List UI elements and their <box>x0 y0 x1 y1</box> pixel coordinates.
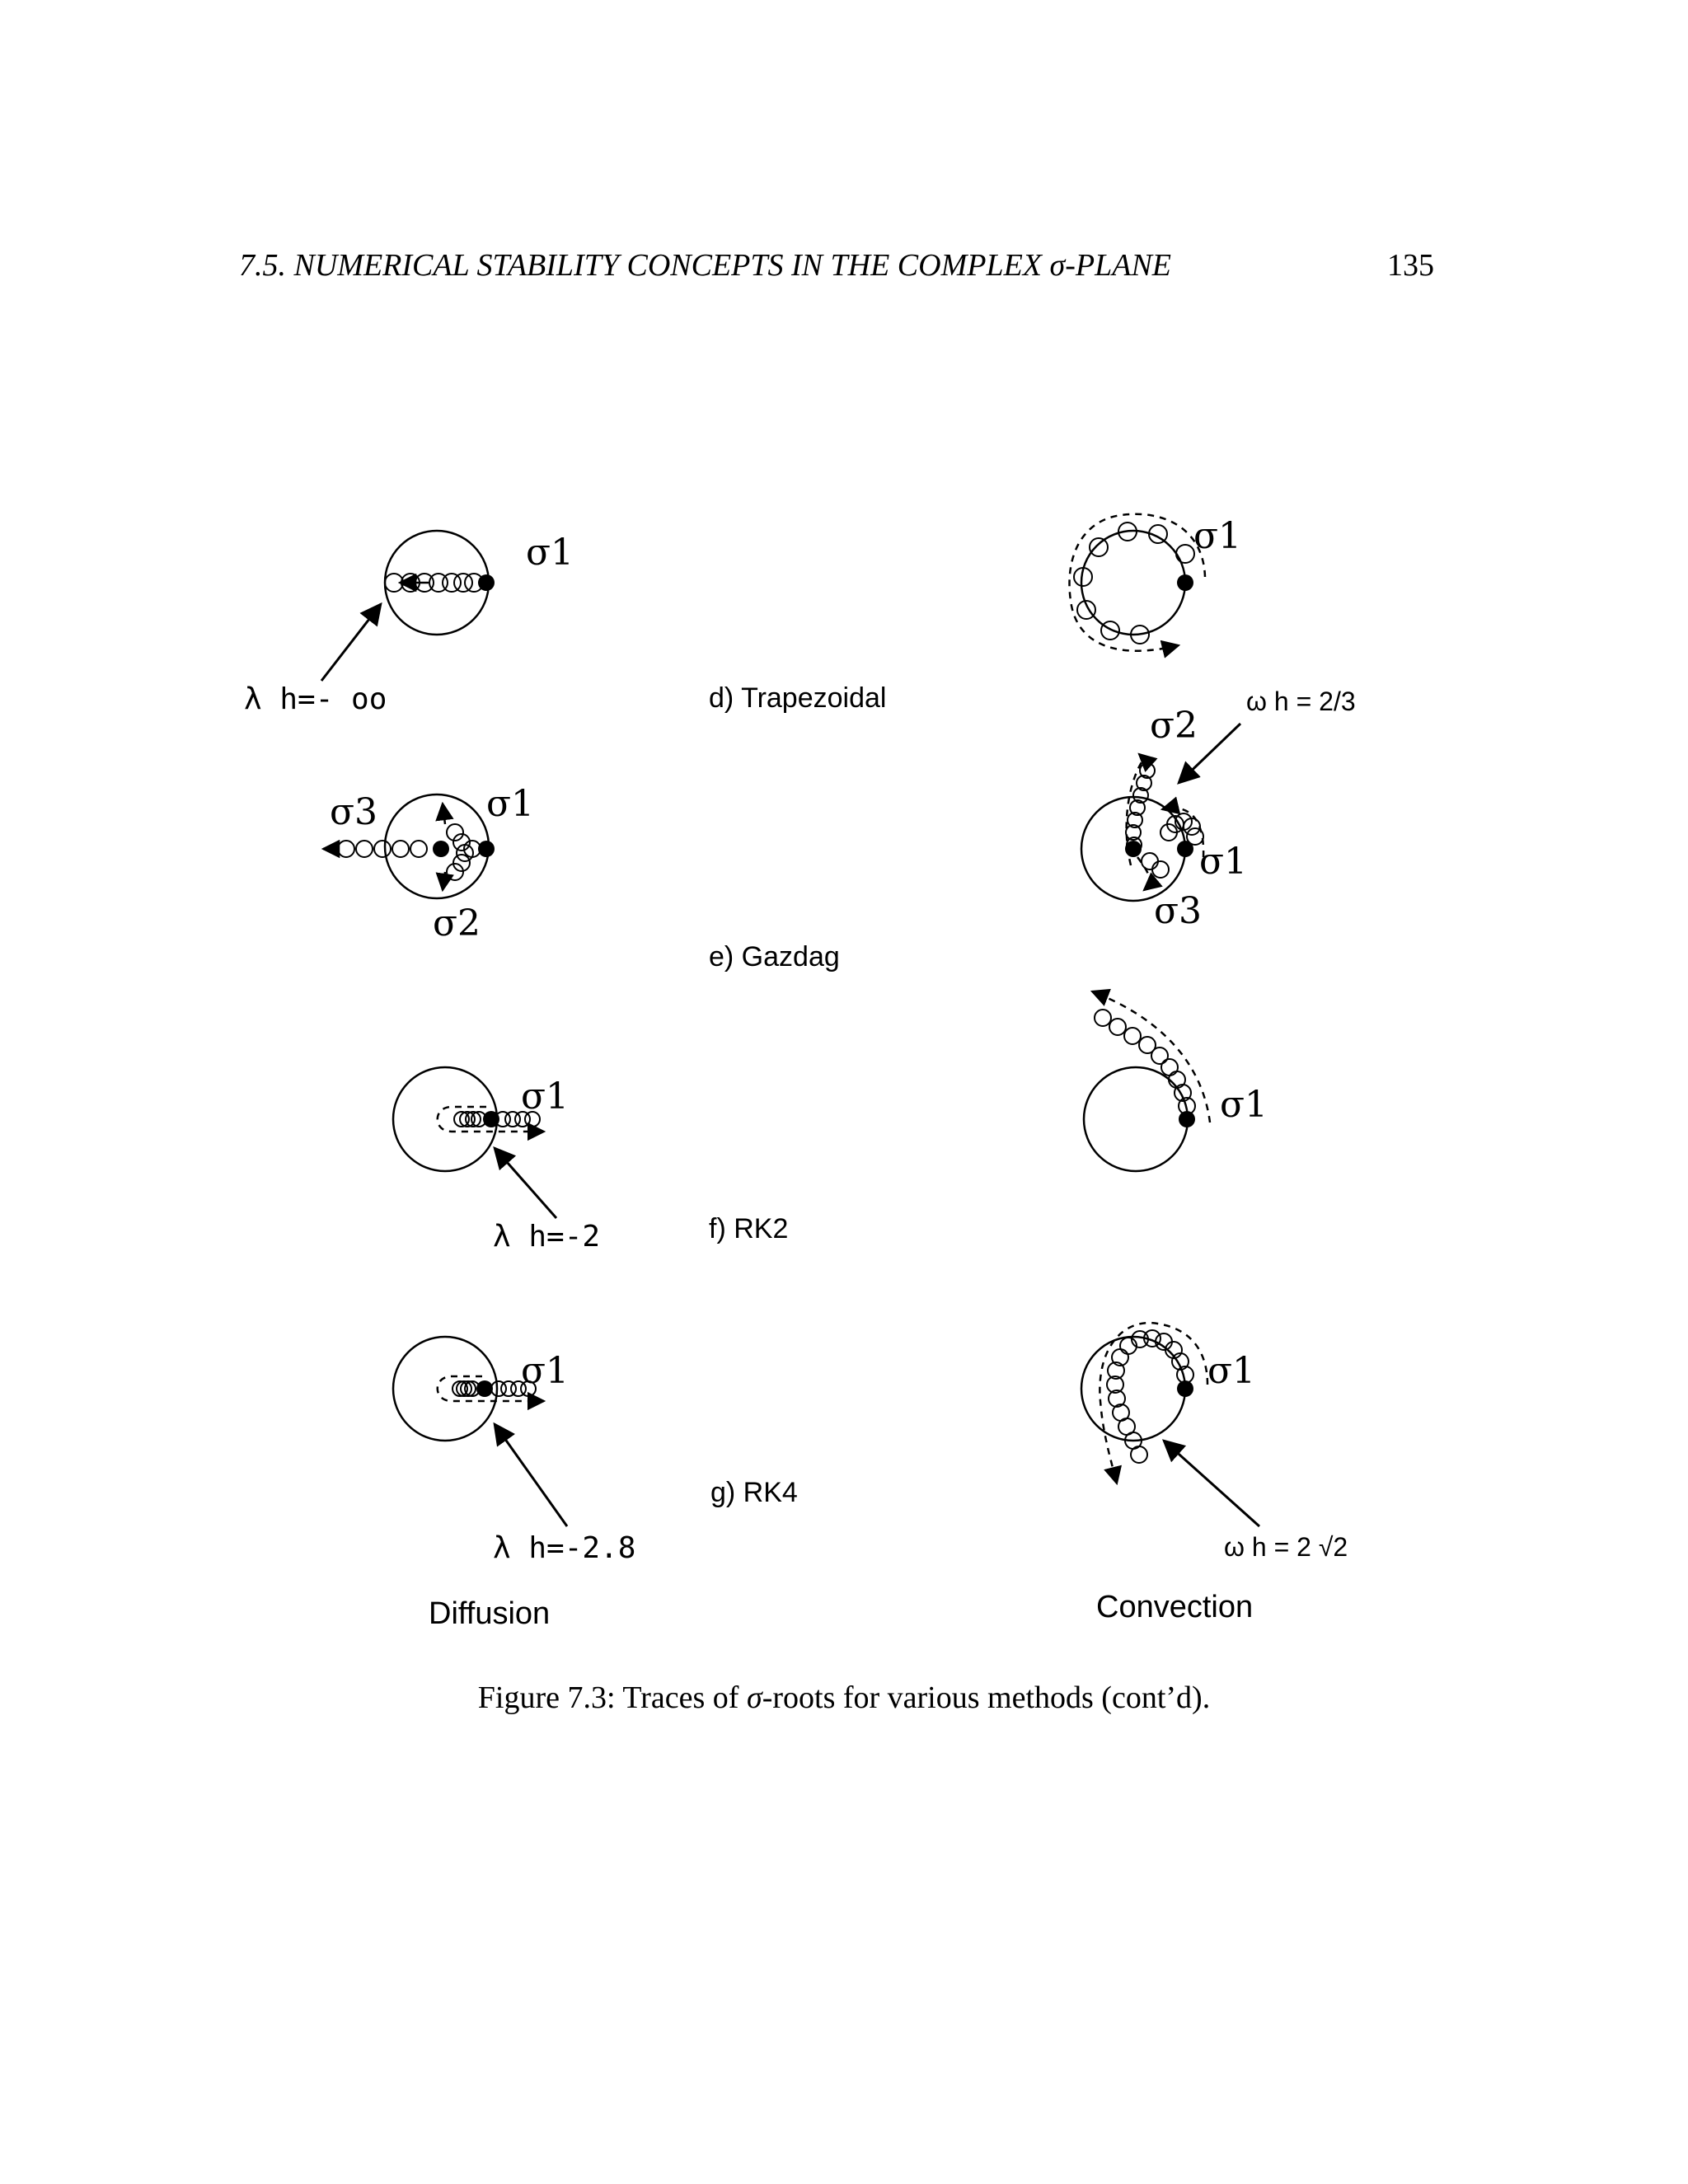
diagram-g-diffusion <box>393 1337 635 1565</box>
diagram-d-diffusion <box>244 531 574 716</box>
method-label-rk4: g) RK4 <box>710 1477 798 1508</box>
root-label-sigma1: σ1 <box>1193 515 1242 557</box>
root-trace-sigma2 <box>1126 763 1155 852</box>
lambda-h-label: λ h=-2 <box>493 1220 601 1254</box>
initial-root-dot <box>1179 1111 1195 1127</box>
trace-direction-arrow <box>443 804 445 824</box>
root-label-sigma3: σ3 <box>1154 890 1203 932</box>
root-label-sigma1: σ1 <box>526 532 574 574</box>
annotation-arrow <box>321 604 381 681</box>
root-label-sigma1: σ1 <box>1207 1350 1256 1392</box>
caption-prefix: Figure 7.3: Traces of <box>477 1680 747 1715</box>
diagram-e-diffusion <box>323 783 534 944</box>
lambda-h-label: λ h=- oo <box>244 682 387 716</box>
root-label-sigma2: σ2 <box>1150 705 1198 747</box>
root-trace-sigma3 <box>338 841 427 857</box>
initial-root-dot <box>1177 841 1193 857</box>
method-label-trapezoidal: d) Trapezoidal <box>709 682 887 714</box>
root-trace-sigma1-2 <box>447 824 481 880</box>
column-label-diffusion: Diffusion <box>429 1596 551 1631</box>
trace-direction-arrow <box>443 872 445 890</box>
diagram-g-convection <box>1081 1323 1348 1562</box>
initial-root-dot <box>478 574 495 591</box>
initial-root-dot <box>478 841 495 857</box>
root-label-sigma1: σ1 <box>521 1350 570 1392</box>
root-trace <box>1074 523 1194 644</box>
initial-root-dot <box>1177 574 1193 591</box>
root-trace <box>385 574 483 592</box>
unit-circle <box>1081 531 1185 635</box>
caption-sigma: σ <box>746 1680 762 1715</box>
initial-root-dot <box>483 1111 499 1127</box>
omega-h-label: ω h = 2/3 <box>1246 687 1356 716</box>
initial-root-dot <box>476 1380 493 1397</box>
figure-caption <box>0 1680 1688 1716</box>
trace-direction-arrow <box>1139 754 1148 762</box>
root-label-sigma1: σ1 <box>1199 841 1248 883</box>
diagram-f-convection <box>1084 991 1268 1171</box>
root-label-sigma2: σ2 <box>433 902 481 944</box>
annotation-arrow <box>495 1424 567 1526</box>
section-title: 7.5. NUMERICAL STABILITY CONCEPTS IN THE COMPLEX σ-PLANE <box>239 248 1172 283</box>
root-trace <box>1095 1010 1195 1114</box>
root-label-sigma3: σ3 <box>330 791 378 833</box>
annotation-arrow <box>495 1148 556 1218</box>
initial-root-dot <box>433 841 449 857</box>
diagram-d-convection <box>1070 514 1242 651</box>
method-label-rk2: f) RK2 <box>709 1213 789 1244</box>
column-label-convection: Convection <box>1096 1590 1254 1624</box>
unit-circle <box>1084 1067 1188 1171</box>
root-trace <box>1107 1330 1193 1463</box>
root-label-sigma1: σ1 <box>521 1076 570 1118</box>
root-label-sigma1: σ1 <box>486 783 535 825</box>
diagram-f-diffusion <box>393 1067 600 1254</box>
root-label-sigma1: σ1 <box>1220 1084 1268 1126</box>
lambda-h-label: λ h=-2.8 <box>493 1531 636 1565</box>
method-label-gazdag: e) Gazdag <box>709 941 840 972</box>
annotation-arrow <box>1164 1441 1259 1526</box>
root-trace-sigma1 <box>1160 813 1203 845</box>
diagram-e-convection <box>1081 705 1247 932</box>
omega-h-label: ω h = 2 √2 <box>1224 1532 1348 1562</box>
page-number: 135 <box>1387 248 1434 283</box>
initial-root-dot <box>1125 841 1142 857</box>
caption-suffix: -roots for various methods (cont’d). <box>762 1680 1211 1715</box>
initial-root-dot <box>1177 1380 1193 1397</box>
unit-circle <box>393 1067 497 1171</box>
root-trace-sigma3 <box>1142 853 1169 878</box>
